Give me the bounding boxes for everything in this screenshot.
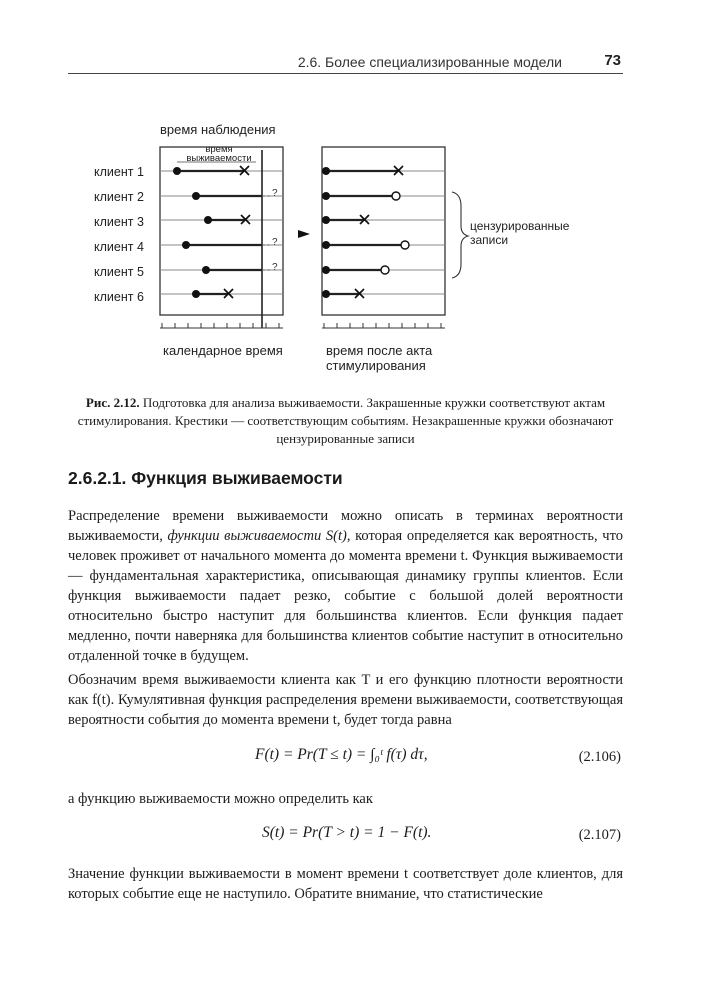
- observation-time-label: время наблюдения: [160, 122, 276, 137]
- page-number: 73: [604, 52, 621, 69]
- paragraph-4: Значение функции выживаемости в момент времени t соответствует доле клиентов, для которых событие еще не наступило. Обратите внимание, что статистические: [68, 866, 623, 902]
- right-panel-frame: [322, 147, 445, 315]
- paragraph-1-start: Распределение времени выживаемости можно описать в терминах вероятности выживаемости,: [68, 508, 623, 544]
- calendar-time-label: календарное время: [163, 343, 283, 358]
- right-axis-ticks: [324, 323, 441, 328]
- paragraph-2: Обозначим время выживаемости клиента как T и его функцию плотности вероятности как f(t). Кумулятивная функция распределения времени выживаемости, соответствующая вероятности события до момента времени t, будет тогда равна: [68, 672, 623, 728]
- question-mark-2: ?: [272, 188, 278, 199]
- equation-number-2-107: (2.107): [578, 827, 621, 843]
- paragraph-3: а функцию выживаемости можно определить как: [68, 791, 373, 807]
- survival-diagram: [0, 0, 707, 390]
- left-censored-dashes: [262, 196, 271, 270]
- left-survival-segments: [177, 171, 262, 294]
- client-label-3: клиент 3: [94, 215, 144, 229]
- right-start-dots: [322, 167, 330, 298]
- section-title: 2.6.2.1. Функция выживаемости: [68, 468, 343, 488]
- paragraph-1-end: , которая определяется как вероятность, что человек проживет от начального момента до момента времени t. Функция выживаемости — фундаментальная характеристика, описывающая динамику группы клиентов. Если функция выживаемости падает резко, событие с большой долей вероятности относительно быстро наступит для большинства клиентов. Если функция падает медленно, почти наверняка для большинства клиентов событие наступит в относительно отдаленной точке в будущем.: [68, 528, 623, 664]
- right-survival-segments: [326, 171, 401, 294]
- censored-brace: [452, 192, 468, 278]
- running-title: 2.6. Более специализированные модели: [297, 54, 562, 70]
- client-label-1: клиент 1: [94, 165, 144, 179]
- censored-records-label: цензурированные записи: [470, 219, 570, 247]
- caption-label: Рис. 2.12.: [85, 395, 140, 410]
- client-label-2: клиент 2: [94, 190, 144, 204]
- transform-arrow: [298, 230, 310, 238]
- right-censored-circles: [381, 192, 409, 274]
- question-mark-4: ?: [272, 237, 278, 248]
- left-start-dots: [173, 167, 212, 298]
- left-event-crosses: [224, 166, 250, 298]
- caption-text: Подготовка для анализа выживаемости. Закрашенные кружки соответствуют актам стимулирования. Крестики — соответствующим событиям. Незакрашенные кружки обозначают цензурированные записи: [77, 395, 614, 446]
- right-event-crosses: [355, 166, 403, 298]
- right-row-lines: [322, 171, 445, 294]
- equation-number-2-106: (2.106): [578, 749, 621, 765]
- question-mark-5: ?: [272, 262, 278, 273]
- equation-2-106: F(t) = Pr(T ≤ t) = ∫₀ᵗ f(τ) dτ,: [255, 746, 428, 763]
- paragraph-1: [68, 506, 623, 666]
- client-label-6: клиент 6: [94, 290, 144, 304]
- equation-2-107: S(t) = Pr(T > t) = 1 − F(t).: [262, 824, 432, 841]
- survival-function-term: функции выживаемости S(t): [167, 528, 347, 544]
- survival-time-label: время выживаемости: [186, 144, 252, 164]
- client-label-5: клиент 5: [94, 265, 144, 279]
- figure-caption: [68, 394, 623, 448]
- time-after-stimulation-label: время после акта стимулирования: [326, 343, 433, 373]
- client-label-4: клиент 4: [94, 240, 144, 254]
- left-row-lines: [160, 171, 283, 294]
